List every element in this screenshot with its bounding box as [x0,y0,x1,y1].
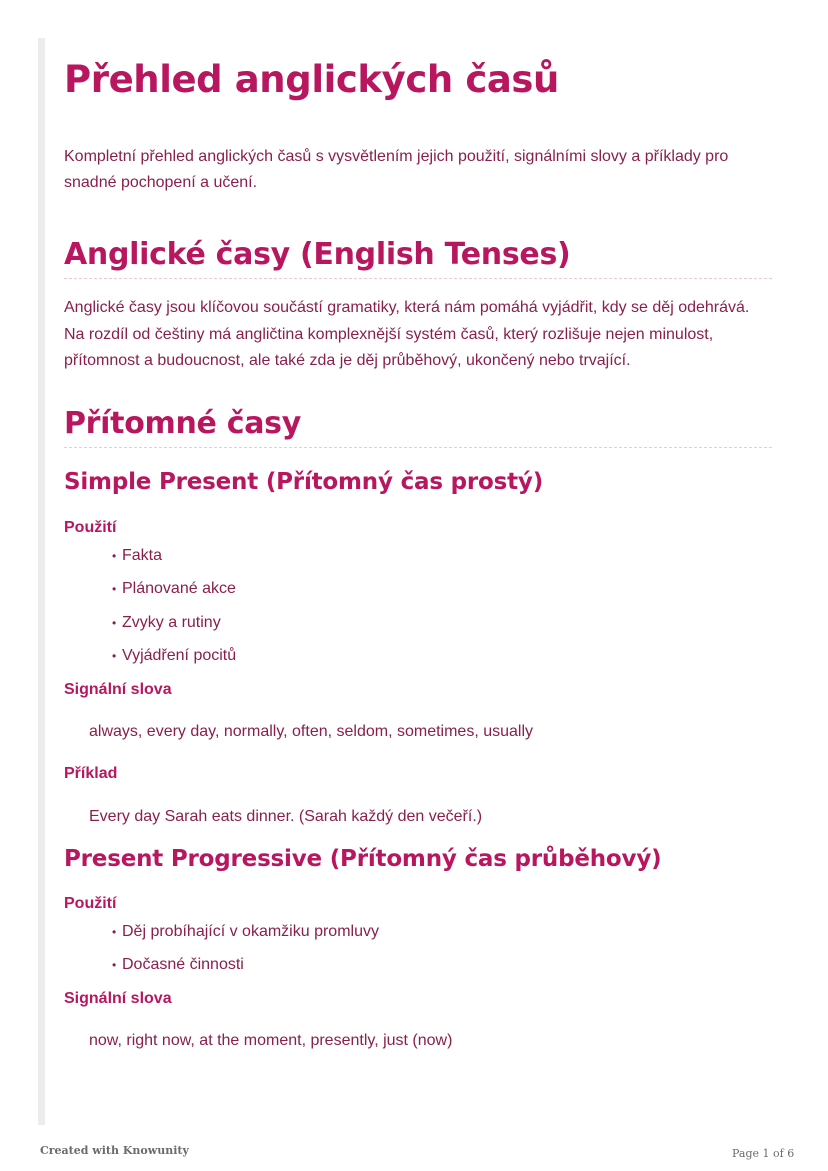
signal-words-label: Signální slova [64,989,172,1007]
section-heading-english-tenses: Anglické časy (English Tenses) [64,236,772,279]
bullet-icon: • [112,958,117,972]
signal-words-label: Signální slova [64,680,172,698]
signal-words-text: always, every day, normally, often, seldom, sometimes, usually [89,722,534,740]
list-item-text: Zvyky a rutiny [122,613,221,631]
list-item [112,954,772,976]
bullet-icon: • [112,649,117,663]
list-item [112,578,772,600]
subsection-heading-simple-present: Simple Present (Přítomný čas prostý) [64,468,544,495]
usage-list [64,921,772,977]
footer-created-with: Created with Knowunity [40,1144,189,1157]
tenses-paragraph: Anglické časy jsou klíčovou součástí gramatiky, která nám pomáhá vyjádřit, kdy se děj odehrává. Na rozdíl od češtiny má angličtina komplexnější systém časů, který rozlišuje nejen minulost, přítomnost a budoucnost, ale také zda je děj průběhový, ukončený nebo trvající. [64,299,750,369]
list-item-text: Děj probíhající v okamžiku promluvy [122,922,379,940]
bullet-icon: • [112,924,117,939]
bullet-icon: • [112,548,117,563]
list-item [112,612,772,634]
left-margin-bar [38,38,45,1125]
list-item-text: Dočasné činnosti [122,956,244,973]
list-item [112,645,772,667]
list-item-text: Plánované akce [122,580,236,597]
subsection-heading-present-progressive: Present Progressive (Přítomný čas průběhový) [64,845,662,872]
bullet-icon: • [112,582,117,596]
signal-words-text: now, right now, at the moment, presently, just (now) [89,1031,453,1049]
intro-paragraph: Kompletní přehled anglických časů s vysvětlením jejich použití, signálními slovy a příklady pro snadné pochopení a učení. [64,148,729,191]
footer-page-number: Page 1 of 6 [732,1147,795,1160]
section-heading-present-tenses: Přítomné časy [64,405,772,448]
bullet-icon: • [112,615,117,630]
list-item [112,545,772,567]
usage-list [64,545,772,668]
list-item-text: Vyjádření pocitů [122,647,237,664]
usage-label: Použití [64,894,117,912]
usage-label: Použití [64,518,117,536]
list-item [112,921,772,943]
example-text: Every day Sarah eats dinner. (Sarah každý den večeří.) [89,807,483,825]
document-title: Přehled anglických časů [64,58,559,101]
example-label: Příklad [64,764,118,782]
list-item-text: Fakta [122,546,163,564]
document-content [64,56,772,1052]
